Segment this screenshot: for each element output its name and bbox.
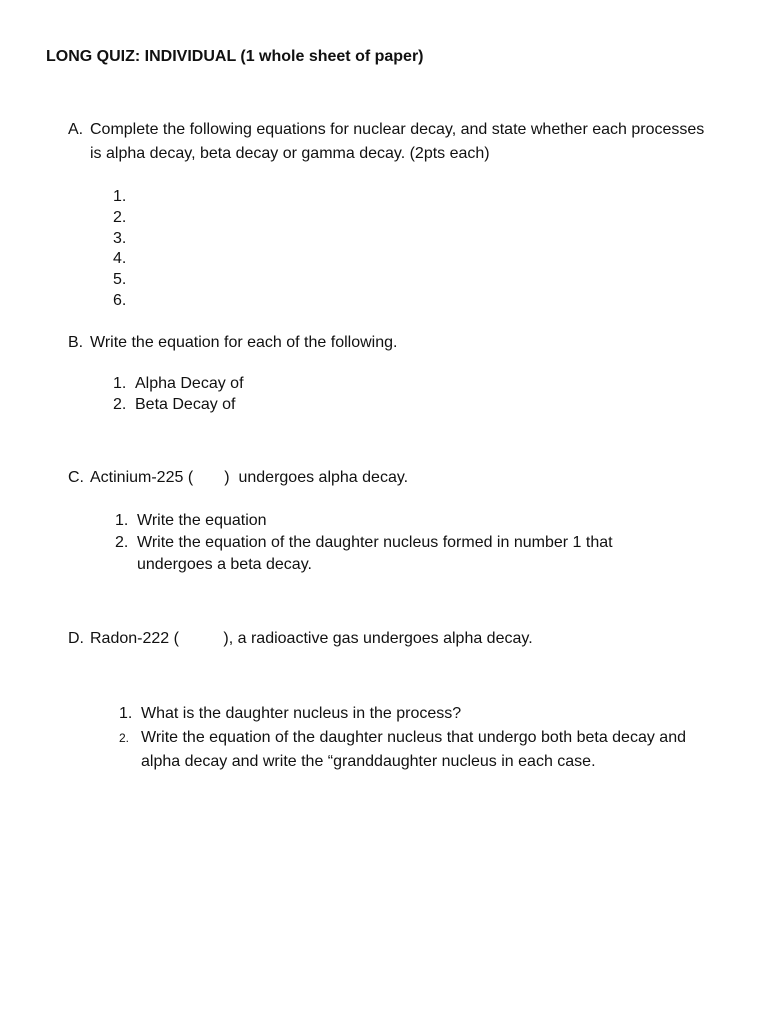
list-item: 1. Write the equation xyxy=(115,512,267,529)
list-item: 1. What is the daughter nucleus in the process? xyxy=(119,705,462,722)
section-b-list xyxy=(113,374,513,416)
section-b-instructions: Write the equation for each of the following. xyxy=(90,334,398,351)
list-item: 2. Write the equation of the daughter nucleus that undergo both beta decay and alpha decay and write the “granddaughter nucleus in each case. xyxy=(119,729,686,770)
section-c xyxy=(68,466,708,490)
section-d-letter: D. xyxy=(68,630,84,647)
section-d-list xyxy=(119,702,714,774)
list-item: 2. Write the equation of the daughter nucleus formed in number 1 that undergoes a beta decay. xyxy=(115,534,613,573)
list-item: 3. xyxy=(113,229,127,247)
list-item: 1. Alpha Decay of xyxy=(113,375,244,392)
list-item: 1. xyxy=(113,188,127,205)
section-a-list xyxy=(113,187,153,312)
list-item: 5. xyxy=(113,271,127,289)
list-item: 6. xyxy=(113,291,127,309)
section-d xyxy=(68,627,708,651)
section-a xyxy=(68,118,708,166)
list-item: 2. Beta Decay of xyxy=(113,395,236,413)
section-a-instructions: Complete the following equations for nuclear decay, and state whether each processes is alpha decay, beta decay or gamma decay. (2pts each) xyxy=(90,121,705,162)
section-c-list xyxy=(115,510,675,576)
list-item: 2. xyxy=(113,208,127,226)
section-a-letter: A. xyxy=(68,121,84,138)
section-d-instructions: Radon-222 ( ), a radioactive gas undergoes alpha decay. xyxy=(90,630,533,647)
section-c-letter: C. xyxy=(68,469,84,486)
section-c-instructions: Actinium-225 ( ) undergoes alpha decay. xyxy=(90,469,409,486)
section-b-letter: B. xyxy=(68,334,84,351)
section-b xyxy=(68,331,708,355)
list-item: 4. xyxy=(113,250,127,268)
page-title: LONG QUIZ: INDIVIDUAL (1 whole sheet of paper) xyxy=(46,48,424,65)
